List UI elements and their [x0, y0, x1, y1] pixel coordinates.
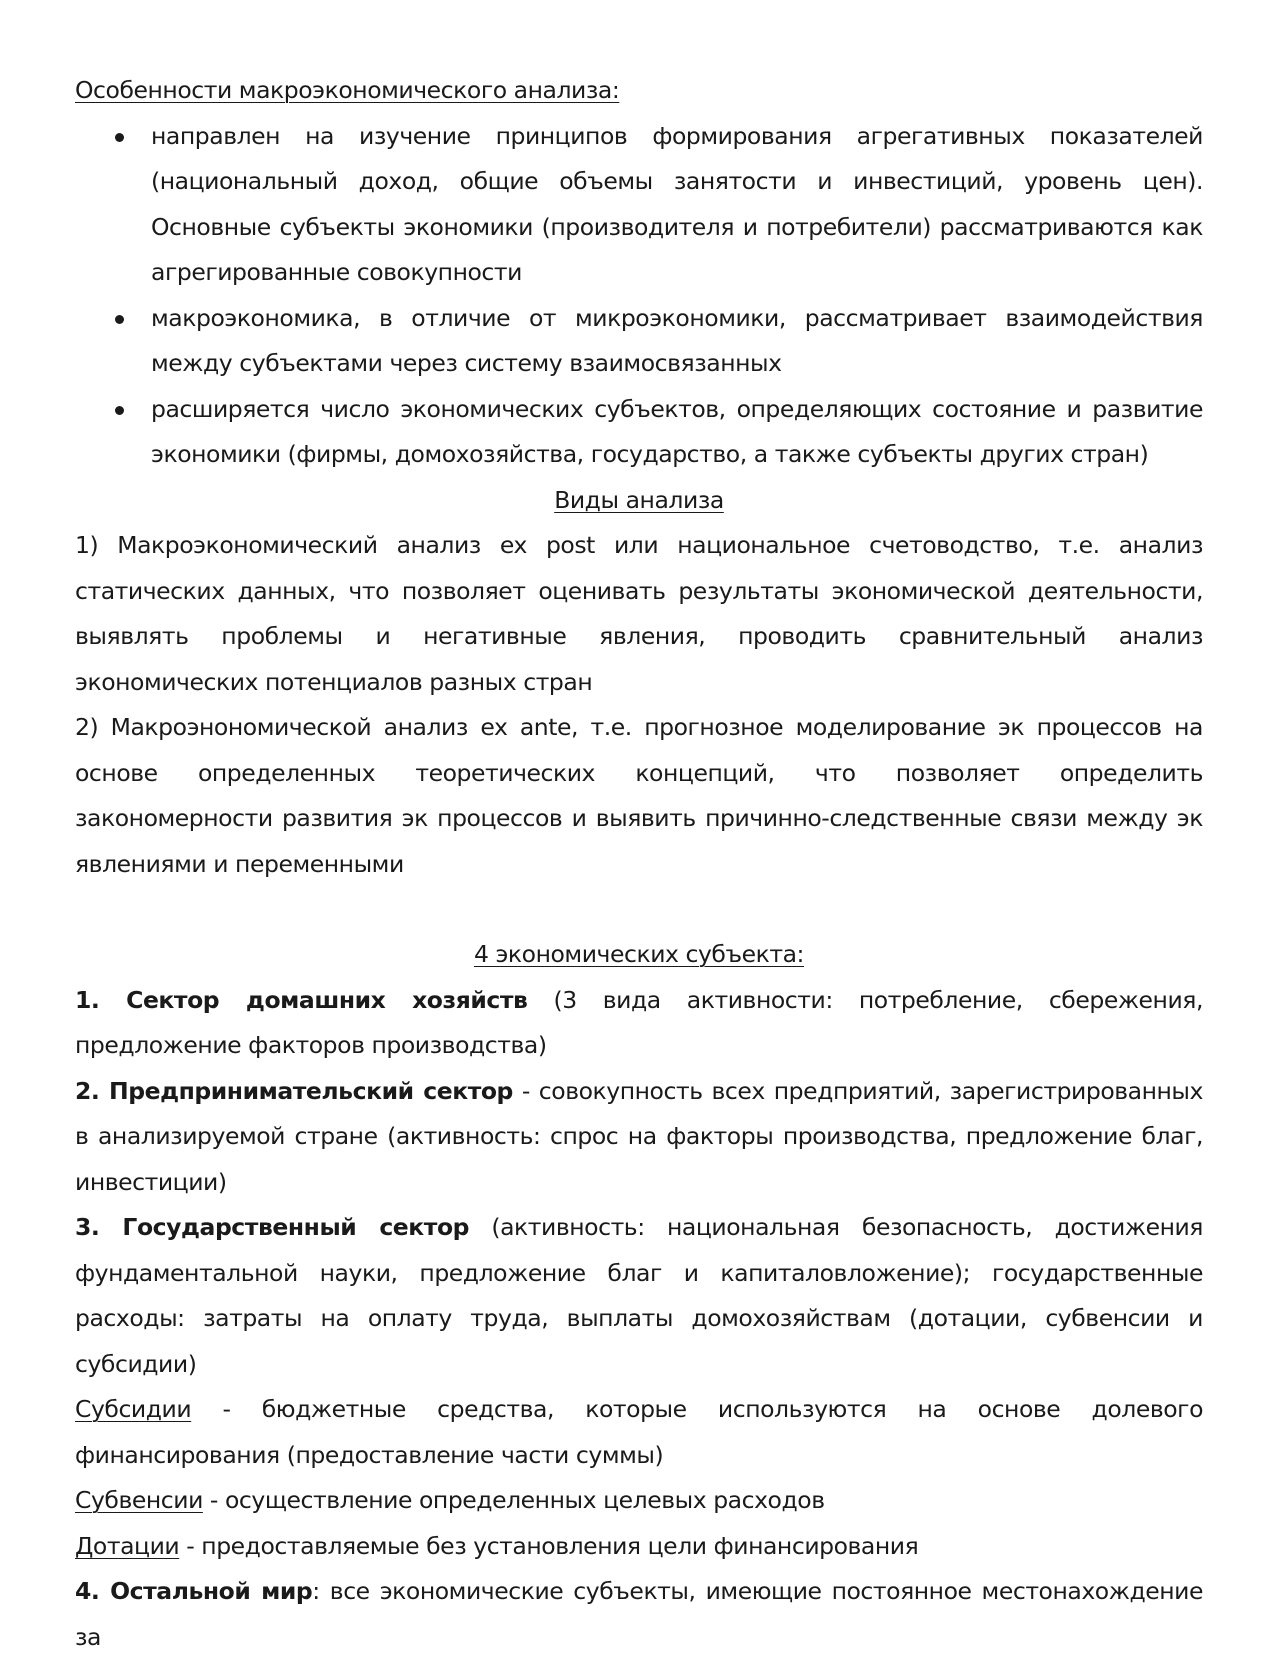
subjects-title	[75, 932, 1203, 978]
list-item	[151, 387, 1203, 478]
definition-subsidies-text: - бюджетные средства, которые используются на основе долевого финансирования (предоставление части суммы)	[75, 1395, 1203, 1469]
spacer	[75, 887, 1203, 932]
subject-rest-of-world	[75, 1569, 1203, 1660]
subject-rest-of-world-title: 4. Остальной мир	[75, 1577, 313, 1605]
definition-grants	[75, 1524, 1203, 1570]
list-item-text: макроэкономика, в отличие от микроэкономики, рассматривает взаимодействия между субъектами через систему взаимосвязанных	[151, 303, 1203, 377]
subjects-title-text: 4 экономических субъекта:	[473, 940, 805, 968]
analysis-term-ex-ante: ex ante	[480, 713, 572, 741]
list-item	[151, 114, 1203, 296]
analysis-item-1-lead: 1) Макроэкономический анализ	[75, 531, 500, 559]
definition-grants-term: Дотации	[75, 1531, 180, 1560]
definition-grants-text: - предоставляемые без установления цели финансирования	[179, 1531, 919, 1560]
analysis-title-text: Виды анализа	[554, 485, 724, 514]
definition-subsidies	[75, 1387, 1203, 1478]
analysis-item-1-text: или национальное счетоводство, т.е. анализ статических данных, что позволяет оценивать результаты экономической деятельности, выявлять проблемы и негативные явления, проводить сравнительный анализ экономических потенциалов разных стран	[75, 531, 1203, 696]
bullet-icon	[115, 406, 124, 415]
document-page	[75, 68, 1203, 1660]
subject-government	[75, 1205, 1203, 1387]
subject-business-title: 2. Предпринимательский сектор	[75, 1076, 513, 1105]
analysis-item-2-text: , т.е. прогнозное моделирование эк процессов на основе определенных теоретических концепций, что позволяет определить закономерности развития эк процессов и выявить причинно-следственные связи между эк явлениями и переменными	[75, 713, 1203, 878]
subject-households-title: 1. Сектор домашних хозяйств	[75, 985, 528, 1014]
analysis-item-2-lead: 2) Макроэнономической анализ	[75, 713, 481, 741]
features-list	[75, 114, 1203, 478]
analysis-item-1	[75, 523, 1203, 705]
definition-subventions	[75, 1478, 1203, 1524]
section-heading-text: Особенности макроэкономического анализа:	[75, 76, 620, 104]
bullet-icon	[115, 133, 124, 142]
subject-government-title: 3. Государственный сектор	[75, 1213, 470, 1241]
list-item-text: расширяется число экономических субъектов, определяющих состояние и развитие экономики (фирмы, домохозяйства, государство, а также субъекты других стран)	[151, 394, 1203, 468]
subject-rest-of-world-text: : все экономические субъекты, имеющие постоянное местонахождение за	[75, 1577, 1204, 1651]
subject-government-text: (активность: национальная безопасность, достижения фундаментальной науки, предложение благ и капиталовложение); государственные расходы: затраты на оплату труда, выплаты домохозяйствам (дотации, субвенсии и субсидии)	[75, 1213, 1203, 1378]
definition-subventions-text: - осуществление определенных целевых расходов	[202, 1486, 825, 1514]
subject-households-text: (3 вида активности: потребление, сбережения, предложение факторов производства)	[75, 985, 1203, 1059]
definition-subsidies-term: Субсидии	[75, 1395, 192, 1423]
list-item	[151, 296, 1203, 387]
analysis-term-ex-post: ex post	[499, 531, 595, 559]
analysis-title	[75, 478, 1203, 524]
subject-households	[75, 978, 1203, 1069]
list-item-text: направлен на изучение принципов формирования агрегативных показателей (национальный доход, общие объемы занятости и инвестиций, уровень цен). Основные субъекты экономики (производителя и потребители) рассматриваются как агрегированные совокупности	[151, 121, 1203, 286]
bullet-icon	[115, 315, 124, 324]
definition-subventions-term: Субвенсии	[75, 1486, 203, 1514]
section-heading	[75, 68, 1203, 114]
subject-business-text: - совокупность всех предприятий, зарегистрированных в анализируемой стране (активность: спрос на факторы производства, предложение благ, инвестиции)	[75, 1076, 1203, 1196]
subject-business	[75, 1069, 1203, 1206]
analysis-item-2	[75, 705, 1203, 887]
